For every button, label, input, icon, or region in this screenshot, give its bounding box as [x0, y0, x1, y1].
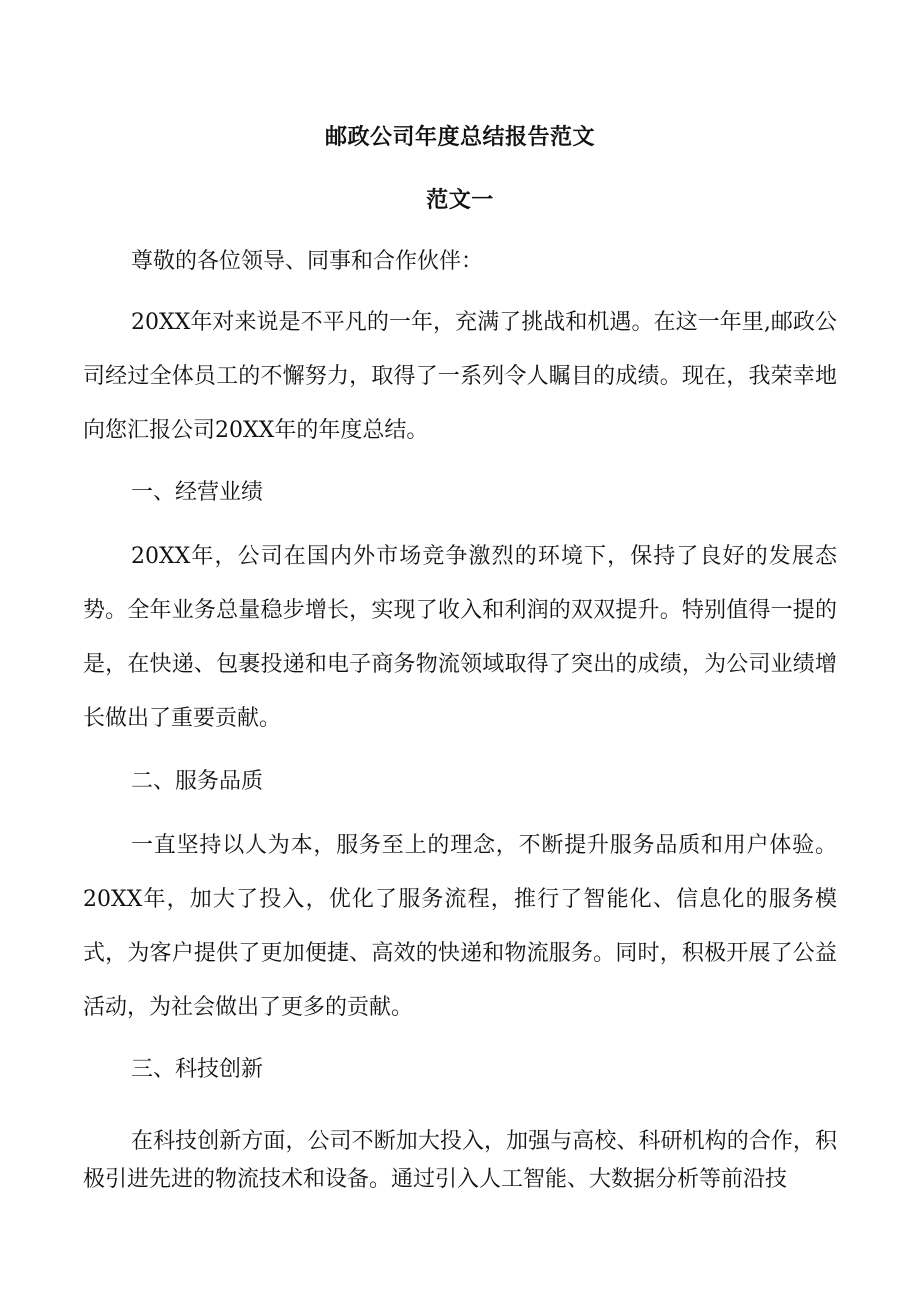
document-title: 邮政公司年度总结报告范文 — [324, 125, 595, 150]
section-heading-3: 三、科技创新 — [131, 1057, 264, 1082]
section-body-3: 在科技创新方面，公司不断加大投入，加强与高校、科研机构的合作，积极引进先进的物流技术和设备。通过引入人工智能、大数据分析等前沿技 — [83, 1129, 837, 1192]
intro-paragraph: 20XX年对来说是不平凡的一年，充满了挑战和机遇。在这一年里,邮政公司经过全体员工的不懈努力，取得了一系列令人瞩目的成绩。现在，我荣幸地向您汇报公司20XX年的年度总结。 — [83, 310, 837, 443]
section-body-2: 一直坚持以人为本，服务至上的理念，不断提升服务品质和用户体验。20XX年，加大了投入，优化了服务流程，推行了智能化、信息化的服务模式，为客户提供了更加便捷、高效的快递和物流服务。同时，积极开展了公益活动，为社会做出了更多的贡献。 — [83, 833, 837, 1020]
document-subtitle: 范文一 — [426, 188, 494, 213]
section-body-1: 20XX年，公司在国内外市场竞争激烈的环境下，保持了良好的发展态势。全年业务总量稳步增长，实现了收入和利润的双双提升。特别值得一提的是，在快递、包裹投递和电子商务物流领域取得了突出的成绩，为公司业绩增长做出了重要贡献。 — [83, 544, 837, 731]
greeting: 尊敬的各位领导、同事和合作伙伴： — [131, 249, 484, 274]
section-heading-2: 二、服务品质 — [131, 769, 264, 794]
section-heading-1: 一、经营业绩 — [131, 480, 264, 505]
